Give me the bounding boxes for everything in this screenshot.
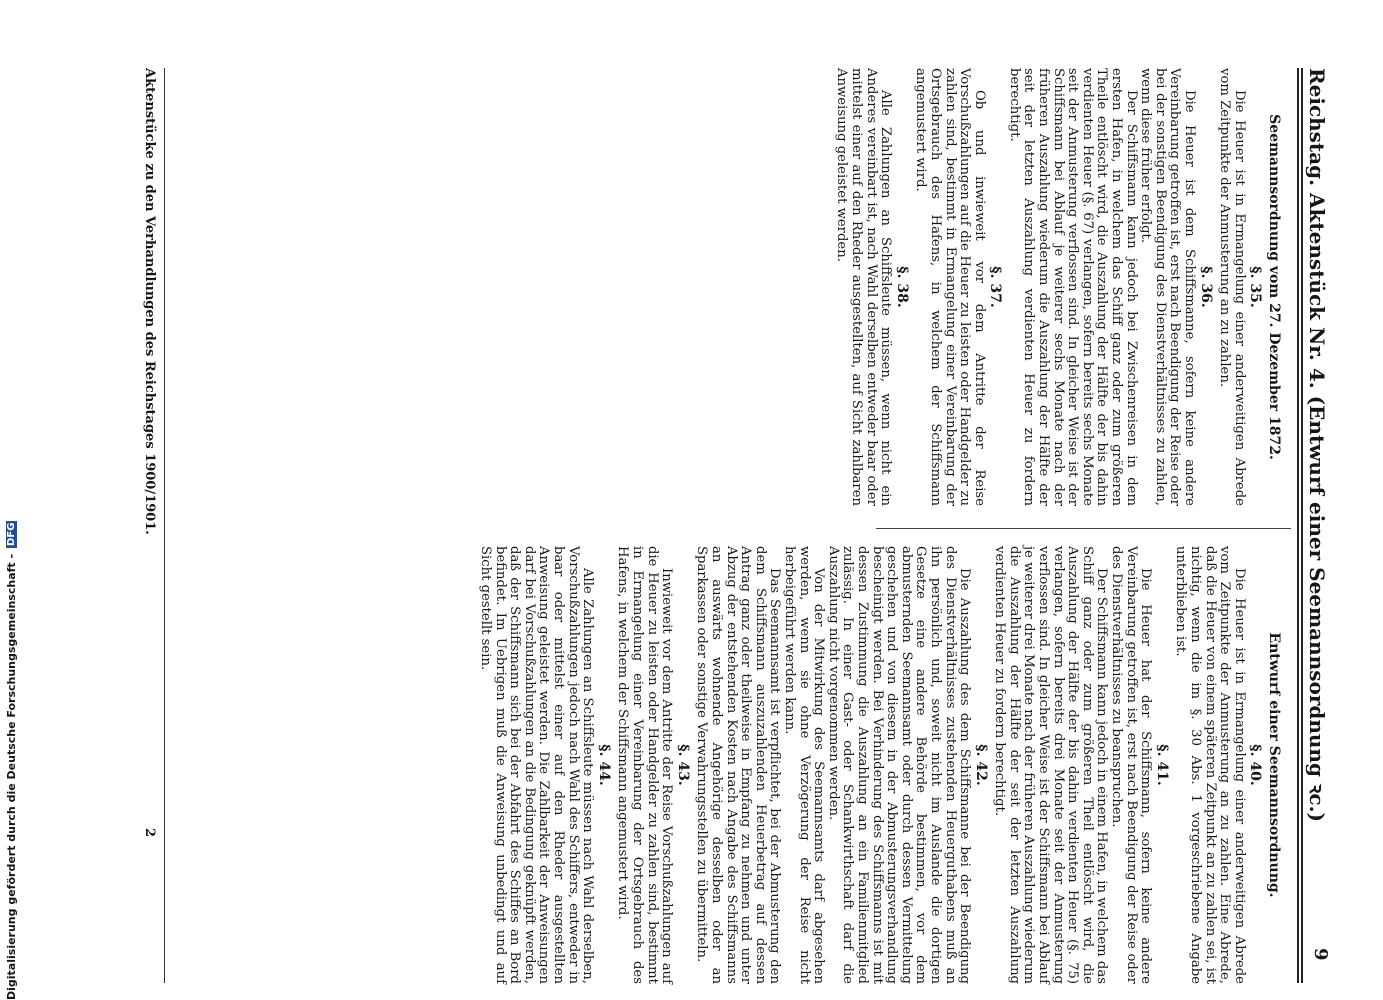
section-heading: §. 42. xyxy=(972,744,989,786)
section-paragraph: Alle Zahlungen an Schiffsleute müssen nach Wahl derselben, Vorschußzahlungen jedoch nach Wahl des Schiffers, entweder in baar oder mittelst einer auf den Rheder ausgestellten Anweisung geleistet werden. Die Zahlbarkeit der Anweisungen darf bei Vorschußzahlungen an die Bedingung geknüpft werden, daß der Schiffsmann sich bei der Abfahrt des Schiffes an Bord befindet. Im Uebrigen muß die Anweisung unbedingt und auf Sicht gestellt sein. xyxy=(478,546,596,984)
section-heading: §. 40. xyxy=(1247,744,1264,786)
footer-left-text: Aktenstücke zu den Verhandlungen des Reichstages 1900/1901. xyxy=(142,68,157,535)
rotated-page-content xyxy=(85,68,1335,983)
section-paragraph: Alle Zahlungen an Schiffsleute müssen, wenn nicht ein Anderes vereinbart ist, nach Wahl derselben entweder baar oder mittelst einer auf den Rheder ausgestellten, auf Sicht zahlbaren Anweisung geleistet werden. xyxy=(834,68,894,506)
digitization-note-text: Digitalisierung gefördert durch die Deutsche Forschungsgemeinschaft - xyxy=(4,553,18,1000)
right-column xyxy=(478,546,1285,984)
section-paragraph: Die Heuer hat der Schiffsmann, sofern keine andere Vereinbarung getroffen ist, erst nach Beendigung der Reise oder des Dienstverhältnisses zu beanspruchen. xyxy=(1109,546,1154,984)
column-divider xyxy=(876,528,1291,529)
section-heading: §. 44. xyxy=(595,744,612,786)
section-paragraph: Ob und inwieweit vor dem Antritte der Reise Vorschußzahlungen auf die Heuer zu leisten oder Handgelder zu zahlen sind, bestimmt in Ermangelung einer Vereinbarung der Ortsgebrauch des Hafens, in welchem der Schiffsmann angemustert wird. xyxy=(913,68,987,506)
section-heading: §. 37. xyxy=(987,266,1004,308)
section-paragraph: Von der Mitwirkung des Seemannsamts darf abgesehen werden, wenn sie ohne Verzögerung der Reise nicht herbeigeführt werden kann. xyxy=(782,546,827,984)
footer-rule xyxy=(164,68,165,983)
section-paragraph: Die Heuer ist dem Schiffsmanne, sofern keine andere Vereinbarung getroffen ist, erst nach Beendigung der Reise oder bei der sonstigen Beendigung des Dienstverhältnisses zu zahlen, wenn diese früher erfolgt. xyxy=(1138,68,1198,506)
section-paragraph: Die Heuer ist in Ermangelung einer anderweitigen Abrede vom Zeitpunkte der Anmusterung an zu zahlen. xyxy=(1217,68,1247,506)
section-paragraph: Inwieweit vor dem Antritte der Reise Vorschußzahlungen auf die Heuer zu leisten oder Handgelder zu zahlen sind, bestimmt in Ermangelung einer Vereinbarung der Ortsgebrauch des Hafens, in welchem der Schiffsmann angemustert wird. xyxy=(615,546,675,984)
header-rule-2 xyxy=(1297,68,1299,983)
footer-signature-number: 2 xyxy=(142,828,157,838)
section-paragraph: Der Schiffsmann kann jedoch in einem Hafen, in welchem das Schiff ganz oder zum größeren Theil entlöscht wird, die Auszahlung der Hälfte der bis dahin verdienten Heuer (§. 75) verlangen, sofern bereits drei Monate seit der Anmusterung verflossen sind. In gleicher Weise ist der Schiffsmann bei Ablauf je weiterer drei Monate nach der früheren Auszahlung wiederum die Auszahlung der Hälfte der seit der letzten Auszahlung verdienten Heuer zu fordern berechtigt. xyxy=(992,546,1110,984)
left-column xyxy=(834,68,1285,506)
section-paragraph: Das Seemannsamt ist verpflichtet, bei der Abmusterung den dem Schiffsmann auszuzahlenden Heuerbetrag auf dessen Antrag ganz oder theilweise in Empfang zu nehmen und unter Abzug der entstehenden Kosten nach Angabe des Schiffsmanns an auswärts wohnende Angehörige desselben oder an Sparkassen oder sonstige Verwahrungsstellen zu übermitteln. xyxy=(694,546,783,984)
header-title: Reichstag. Aktenstück Nr. 4. (Entwurf einer Seemannsordnung ꝛc.) xyxy=(1305,68,1329,823)
left-column-subtitle: Seemannsordnung vom 27. Dezember 1872. xyxy=(1266,114,1282,460)
dfg-logo: DFG xyxy=(5,522,17,546)
digitization-note xyxy=(2,0,20,1000)
page-number: 9 xyxy=(1310,948,1331,961)
header-rule xyxy=(1301,68,1303,983)
section-heading: §. 36. xyxy=(1197,266,1214,308)
section-heading: §. 43. xyxy=(674,744,691,786)
section-heading: §. 41. xyxy=(1153,744,1170,786)
section-heading: §. 35. xyxy=(1247,266,1264,308)
right-column-subtitle: Entwurf einer Seemannsordnung. xyxy=(1266,632,1282,898)
section-paragraph: Die Auszahlung des dem Schiffsmanne bei der Beendigung des Dienstverhältnisses zustehenden Heuerguthabens muß an ihn persönlich und, soweit nicht im Auslande die dortigen Gesetze eine andere Behörde bestimmen, vor dem abmusternden Seemannsamt oder durch dessen Vermittelung geschehen und von diesem in der Abmusterungsverhandlung bescheinigt werden. Bei Verhinderung des Schiffsmanns ist mit dessen Zustimmung die Auszahlung an ein Familienmitglied zulässig. In einer Gast- oder Schankwirthschaft darf die Auszahlung nicht vorgenommen werden. xyxy=(825,546,973,984)
section-heading: §. 38. xyxy=(893,266,910,308)
section-paragraph: Die Heuer ist in Ermangelung einer anderweitigen Abrede vom Zeitpunkte der Anmusterung an zu zahlen. Eine Abrede, daß die Heuer von einem späteren Zeitpunkt an zu zahlen sei, ist nichtig, wenn die im §. 30 Abs. 1 vorgeschriebene Angabe unterblieben ist. xyxy=(1173,546,1247,984)
running-header xyxy=(1301,68,1335,983)
section-paragraph: Der Schiffsmann kann jedoch bei Zwischenreisen in dem ersten Hafen, in welchem das Schiff ganz oder zum größeren Theile entlöscht wird, die Auszahlung der Hälfte der bis dahin verdienten Heuer (§. 67) verlangen, sofern bereits sechs Monate seit der Anmusterung verflossen sind. In gleicher Weise ist der Schiffsmann bei Ablauf je weiterer sechs Monate nach der früheren Auszahlung wiederum die Auszahlung der Hälfte der seit der letzten Auszahlung verdienten Heuer zu fordern berechtigt. xyxy=(1006,68,1139,506)
